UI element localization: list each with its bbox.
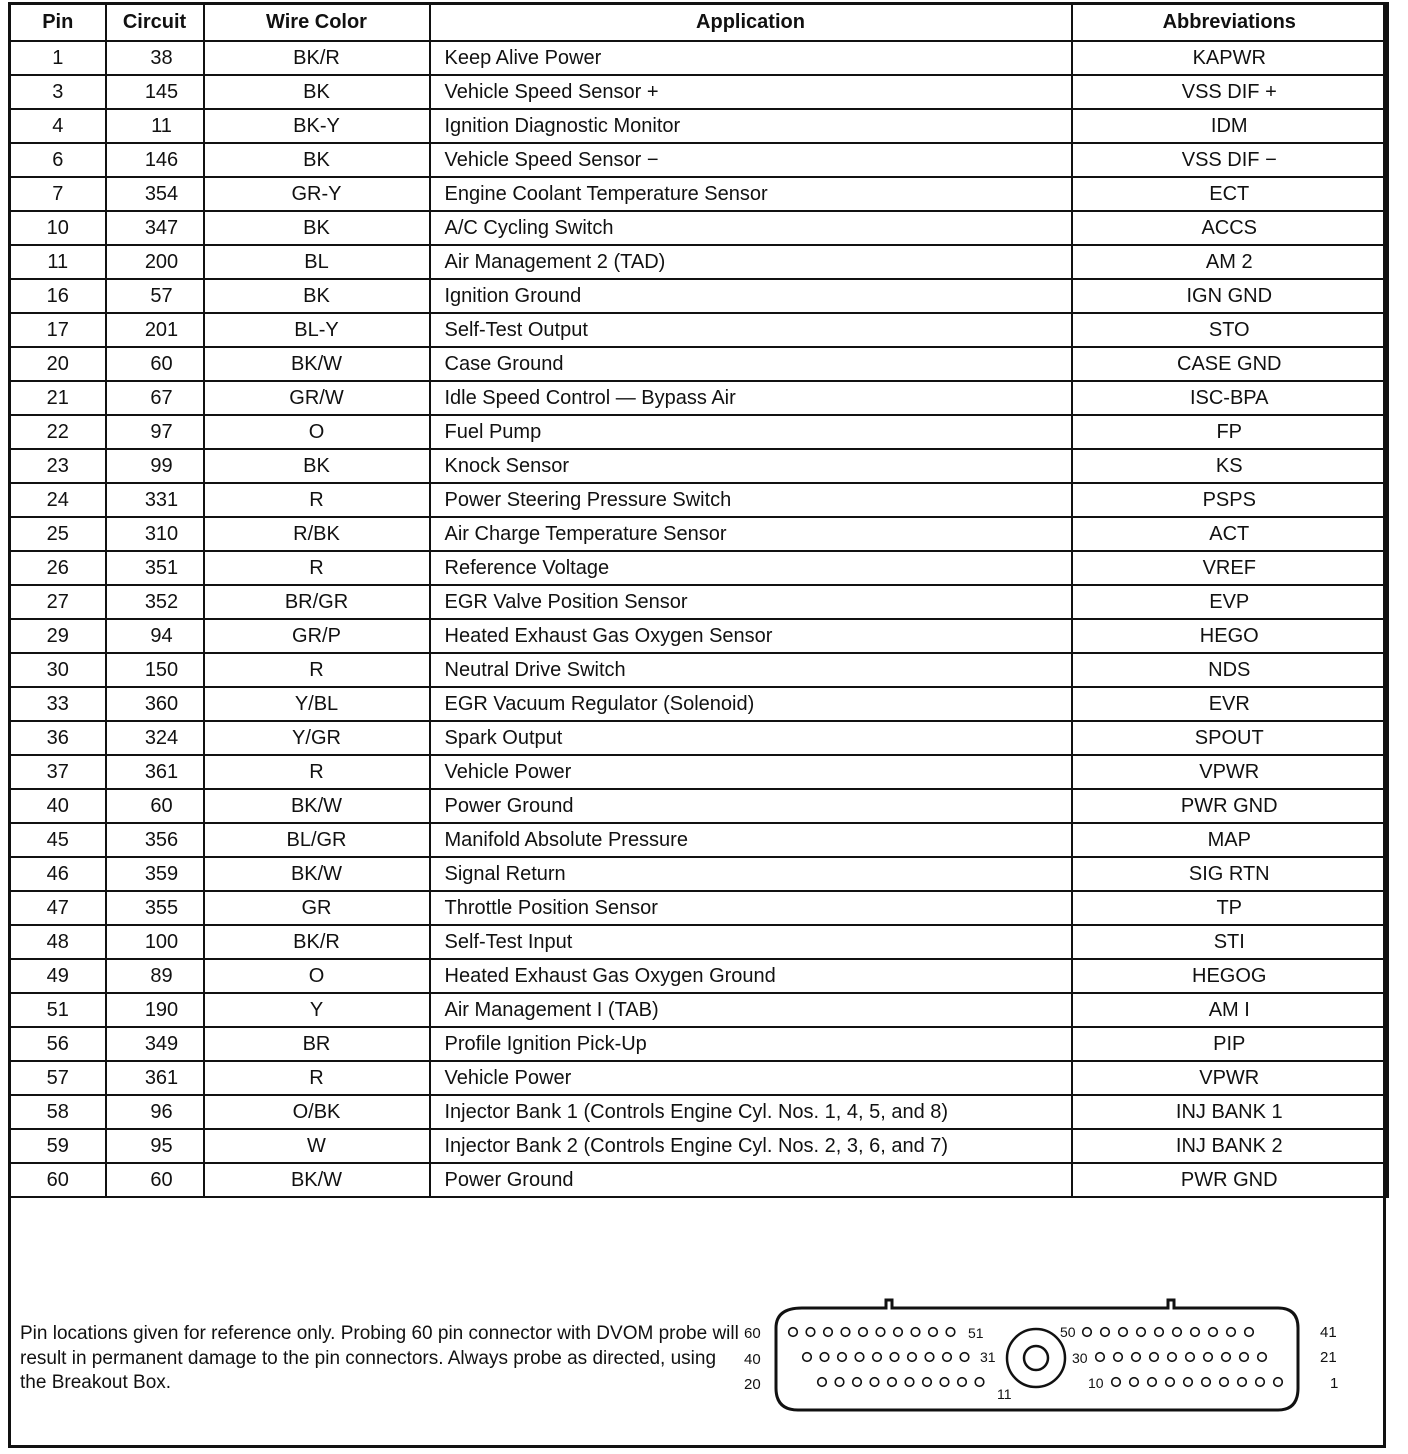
wire-color-cell: BK	[204, 279, 430, 313]
table-row	[10, 245, 1388, 279]
label-pin-21: 21	[1320, 1349, 1337, 1366]
footnote: Pin locations given for reference only. Probing 60 pin connector with DVOM probe will result in permanent damage to the pin connectors. Always probe as directed, using the Breakout Box.	[20, 1323, 739, 1393]
pin-cell: 25	[10, 517, 106, 551]
pin-hole	[1114, 1353, 1123, 1362]
pin-hole	[1258, 1353, 1267, 1362]
abbreviation-cell: CASE GND	[1072, 347, 1388, 381]
application-cell: Injector Bank 2 (Controls Engine Cyl. Nos. 2, 3, 6, and 7)	[430, 1129, 1072, 1163]
table-row	[10, 483, 1388, 517]
circuit-cell: 324	[106, 721, 204, 755]
label-pin-30: 30	[1072, 1350, 1088, 1366]
header-pin: Pin	[10, 4, 106, 41]
application-cell: Vehicle Power	[430, 755, 1072, 789]
label-pin-40: 40	[744, 1351, 761, 1368]
circuit-cell: 60	[106, 1163, 204, 1197]
circuit-cell: 200	[106, 245, 204, 279]
table-row	[10, 1061, 1388, 1095]
pin-hole	[1238, 1378, 1247, 1387]
wire-color-cell: W	[204, 1129, 430, 1163]
circuit-cell: 94	[106, 619, 204, 653]
circuit-cell: 347	[106, 211, 204, 245]
table-row	[10, 687, 1388, 721]
pin-hole	[943, 1353, 952, 1362]
pin-hole	[1274, 1378, 1283, 1387]
pin-hole	[803, 1353, 812, 1362]
circuit-cell: 331	[106, 483, 204, 517]
pin-cell: 47	[10, 891, 106, 925]
wire-color-cell: BK	[204, 211, 430, 245]
table-row	[10, 721, 1388, 755]
abbreviation-cell: ACCS	[1072, 211, 1388, 245]
circuit-cell: 96	[106, 1095, 204, 1129]
pin-hole	[855, 1353, 864, 1362]
circuit-cell: 97	[106, 415, 204, 449]
pin-hole	[835, 1378, 844, 1387]
abbreviation-cell: ISC-BPA	[1072, 381, 1388, 415]
circuit-cell: 38	[106, 41, 204, 75]
application-cell: Self-Test Output	[430, 313, 1072, 347]
abbreviation-cell: VSS DIF −	[1072, 143, 1388, 177]
wire-color-cell: BK/W	[204, 347, 430, 381]
wire-color-cell: R	[204, 551, 430, 585]
application-cell: Power Ground	[430, 789, 1072, 823]
pin-hole	[1101, 1328, 1110, 1337]
wire-color-cell: BL/GR	[204, 823, 430, 857]
table-row	[10, 177, 1388, 211]
pin-cell: 48	[10, 925, 106, 959]
pin-hole	[1245, 1328, 1254, 1337]
pin-hole	[1132, 1353, 1141, 1362]
abbreviation-cell: AM I	[1072, 993, 1388, 1027]
header-application: Application	[430, 4, 1072, 41]
wire-color-cell: GR/W	[204, 381, 430, 415]
label-pin-51: 51	[968, 1325, 984, 1341]
pin-hole	[820, 1353, 829, 1362]
application-cell: Power Ground	[430, 1163, 1072, 1197]
table-header-row	[10, 4, 1388, 41]
application-cell: Profile Ignition Pick-Up	[430, 1027, 1072, 1061]
table-row	[10, 211, 1388, 245]
pin-cell: 27	[10, 585, 106, 619]
pin-holes	[789, 1328, 1283, 1387]
table-row	[10, 891, 1388, 925]
pin-cell: 57	[10, 1061, 106, 1095]
circuit-cell: 100	[106, 925, 204, 959]
circuit-cell: 349	[106, 1027, 204, 1061]
circuit-cell: 310	[106, 517, 204, 551]
application-cell: Knock Sensor	[430, 449, 1072, 483]
application-cell: Fuel Pump	[430, 415, 1072, 449]
abbreviation-cell: STO	[1072, 313, 1388, 347]
application-cell: Keep Alive Power	[430, 41, 1072, 75]
wire-color-cell: R	[204, 1061, 430, 1095]
abbreviation-cell: KAPWR	[1072, 41, 1388, 75]
abbreviation-cell: VPWR	[1072, 755, 1388, 789]
application-cell: Manifold Absolute Pressure	[430, 823, 1072, 857]
pin-hole	[1240, 1353, 1249, 1362]
header-wire-color: Wire Color	[204, 4, 430, 41]
table-row	[10, 619, 1388, 653]
pin-hole	[1096, 1353, 1105, 1362]
pin-hole	[960, 1353, 969, 1362]
pin-cell: 21	[10, 381, 106, 415]
pin-hole	[1150, 1353, 1159, 1362]
circuit-cell: 361	[106, 755, 204, 789]
wire-color-cell: O	[204, 959, 430, 993]
pin-hole	[958, 1378, 967, 1387]
wire-color-cell: BR	[204, 1027, 430, 1061]
application-cell: Power Steering Pressure Switch	[430, 483, 1072, 517]
pin-cell: 6	[10, 143, 106, 177]
abbreviation-cell: ACT	[1072, 517, 1388, 551]
pin-cell: 56	[10, 1027, 106, 1061]
abbreviation-cell: SPOUT	[1072, 721, 1388, 755]
table-row	[10, 279, 1388, 313]
table-row	[10, 449, 1388, 483]
wire-color-cell: GR	[204, 891, 430, 925]
wire-color-cell: R	[204, 483, 430, 517]
abbreviation-cell: AM 2	[1072, 245, 1388, 279]
pin-cell: 36	[10, 721, 106, 755]
pin-hole	[841, 1328, 850, 1337]
abbreviation-cell: ECT	[1072, 177, 1388, 211]
application-cell: Idle Speed Control — Bypass Air	[430, 381, 1072, 415]
abbreviation-cell: EVP	[1072, 585, 1388, 619]
wire-color-cell: Y	[204, 993, 430, 1027]
wire-color-cell: BL	[204, 245, 430, 279]
pin-hole	[1202, 1378, 1211, 1387]
pin-hole	[1166, 1378, 1175, 1387]
pin-cell: 37	[10, 755, 106, 789]
header-abbreviations: Abbreviations	[1072, 4, 1388, 41]
header-circuit: Circuit	[106, 4, 204, 41]
wire-color-cell: BK/W	[204, 1163, 430, 1197]
table-row	[10, 823, 1388, 857]
application-cell: Ignition Diagnostic Monitor	[430, 109, 1072, 143]
pin-hole	[929, 1328, 938, 1337]
application-cell: Vehicle Speed Sensor +	[430, 75, 1072, 109]
abbreviation-cell: PWR GND	[1072, 1163, 1388, 1197]
application-cell: Throttle Position Sensor	[430, 891, 1072, 925]
table-row	[10, 143, 1388, 177]
pin-cell: 10	[10, 211, 106, 245]
table-row	[10, 109, 1388, 143]
pin-cell: 33	[10, 687, 106, 721]
table-row	[10, 1095, 1388, 1129]
abbreviation-cell: NDS	[1072, 653, 1388, 687]
abbreviation-cell: IDM	[1072, 109, 1388, 143]
application-cell: EGR Vacuum Regulator (Solenoid)	[430, 687, 1072, 721]
pin-hole	[908, 1353, 917, 1362]
pin-hole	[946, 1328, 955, 1337]
pin-hole	[1112, 1378, 1121, 1387]
application-cell: Spark Output	[430, 721, 1072, 755]
table-row	[10, 551, 1388, 585]
label-pin-20: 20	[744, 1376, 761, 1393]
pin-hole	[1256, 1378, 1265, 1387]
abbreviation-cell: VPWR	[1072, 1061, 1388, 1095]
pin-hole	[1119, 1328, 1128, 1337]
wire-color-cell: BK/W	[204, 789, 430, 823]
circuit-cell: 60	[106, 347, 204, 381]
connector-outline	[776, 1300, 1298, 1410]
pin-table	[8, 2, 1389, 1198]
pin-hole	[838, 1353, 847, 1362]
connector-center-ring-inner	[1024, 1346, 1048, 1370]
pin-hole	[1130, 1378, 1139, 1387]
wire-color-cell: O	[204, 415, 430, 449]
pin-hole	[925, 1353, 934, 1362]
wire-color-cell: BK	[204, 75, 430, 109]
circuit-cell: 11	[106, 109, 204, 143]
wire-color-cell: BK	[204, 449, 430, 483]
circuit-cell: 57	[106, 279, 204, 313]
wire-color-cell: BL-Y	[204, 313, 430, 347]
pin-hole	[1191, 1328, 1200, 1337]
application-cell: Heated Exhaust Gas Oxygen Ground	[430, 959, 1072, 993]
wire-color-cell: GR/P	[204, 619, 430, 653]
pin-hole	[870, 1378, 879, 1387]
pin-hole	[1227, 1328, 1236, 1337]
table-row	[10, 925, 1388, 959]
table-row	[10, 755, 1388, 789]
table-row	[10, 993, 1388, 1027]
table-row	[10, 857, 1388, 891]
pin-cell: 58	[10, 1095, 106, 1129]
pin-rows	[10, 41, 1388, 1197]
pin-hole	[975, 1378, 984, 1387]
pin-cell: 24	[10, 483, 106, 517]
application-cell: Case Ground	[430, 347, 1072, 381]
pin-cell: 59	[10, 1129, 106, 1163]
pin-hole	[1186, 1353, 1195, 1362]
label-pin-11: 11	[997, 1386, 1012, 1402]
pin-hole	[1083, 1328, 1092, 1337]
wire-color-cell: R	[204, 653, 430, 687]
circuit-cell: 150	[106, 653, 204, 687]
circuit-cell: 99	[106, 449, 204, 483]
pin-cell: 17	[10, 313, 106, 347]
table-row	[10, 585, 1388, 619]
pin-hole	[888, 1378, 897, 1387]
wire-color-cell: BK	[204, 143, 430, 177]
pin-hole	[1222, 1353, 1231, 1362]
circuit-cell: 190	[106, 993, 204, 1027]
abbreviation-cell: PWR GND	[1072, 789, 1388, 823]
pin-hole	[894, 1328, 903, 1337]
pin-cell: 20	[10, 347, 106, 381]
pin-cell: 60	[10, 1163, 106, 1197]
pin-cell: 51	[10, 993, 106, 1027]
wire-color-cell: O/BK	[204, 1095, 430, 1129]
circuit-cell: 89	[106, 959, 204, 993]
abbreviation-cell: INJ BANK 2	[1072, 1129, 1388, 1163]
table-row	[10, 959, 1388, 993]
pin-hole	[1204, 1353, 1213, 1362]
wire-color-cell: Y/GR	[204, 721, 430, 755]
table-row	[10, 789, 1388, 823]
pin-hole	[911, 1328, 920, 1337]
pin-hole	[876, 1328, 885, 1337]
abbreviation-cell: VSS DIF +	[1072, 75, 1388, 109]
table-row	[10, 313, 1388, 347]
application-cell: Air Management I (TAB)	[430, 993, 1072, 1027]
circuit-cell: 95	[106, 1129, 204, 1163]
circuit-cell: 356	[106, 823, 204, 857]
pin-hole	[1209, 1328, 1218, 1337]
abbreviation-cell: KS	[1072, 449, 1388, 483]
pin-hole	[853, 1378, 862, 1387]
label-pin-31: 31	[980, 1349, 996, 1365]
wire-color-cell: BK/W	[204, 857, 430, 891]
circuit-cell: 67	[106, 381, 204, 415]
application-cell: Signal Return	[430, 857, 1072, 891]
circuit-cell: 351	[106, 551, 204, 585]
circuit-cell: 361	[106, 1061, 204, 1095]
label-pin-1: 1	[1330, 1375, 1339, 1392]
abbreviation-cell: INJ BANK 1	[1072, 1095, 1388, 1129]
abbreviation-cell: PSPS	[1072, 483, 1388, 517]
pin-hole	[806, 1328, 815, 1337]
wire-color-cell: Y/BL	[204, 687, 430, 721]
pin-hole	[1173, 1328, 1182, 1337]
table-row	[10, 653, 1388, 687]
abbreviation-cell: SIG RTN	[1072, 857, 1388, 891]
wire-color-cell: BK-Y	[204, 109, 430, 143]
pin-cell: 46	[10, 857, 106, 891]
pin-hole	[818, 1378, 827, 1387]
pin-cell: 22	[10, 415, 106, 449]
pin-hole	[1168, 1353, 1177, 1362]
pin-cell: 49	[10, 959, 106, 993]
circuit-cell: 146	[106, 143, 204, 177]
label-pin-10: 10	[1088, 1375, 1104, 1391]
label-pin-60: 60	[744, 1325, 761, 1342]
abbreviation-cell: HEGOG	[1072, 959, 1388, 993]
table-row	[10, 1027, 1388, 1061]
application-cell: Reference Voltage	[430, 551, 1072, 585]
pin-hole	[1137, 1328, 1146, 1337]
label-pin-50: 50	[1060, 1324, 1076, 1340]
table-row	[10, 1163, 1388, 1197]
circuit-cell: 352	[106, 585, 204, 619]
wire-color-cell: GR-Y	[204, 177, 430, 211]
pin-cell: 1	[10, 41, 106, 75]
abbreviation-cell: PIP	[1072, 1027, 1388, 1061]
abbreviation-cell: MAP	[1072, 823, 1388, 857]
application-cell: Air Charge Temperature Sensor	[430, 517, 1072, 551]
application-cell: Vehicle Speed Sensor −	[430, 143, 1072, 177]
label-pin-41: 41	[1320, 1324, 1337, 1341]
circuit-cell: 354	[106, 177, 204, 211]
wire-color-cell: BR/GR	[204, 585, 430, 619]
abbreviation-cell: IGN GND	[1072, 279, 1388, 313]
pin-cell: 11	[10, 245, 106, 279]
application-cell: Ignition Ground	[430, 279, 1072, 313]
application-cell: Self-Test Input	[430, 925, 1072, 959]
pin-hole	[873, 1353, 882, 1362]
circuit-cell: 145	[106, 75, 204, 109]
pin-hole	[1148, 1378, 1157, 1387]
application-cell: Heated Exhaust Gas Oxygen Sensor	[430, 619, 1072, 653]
circuit-cell: 360	[106, 687, 204, 721]
application-cell: Injector Bank 1 (Controls Engine Cyl. Nos. 1, 4, 5, and 8)	[430, 1095, 1072, 1129]
abbreviation-cell: VREF	[1072, 551, 1388, 585]
pin-hole	[1184, 1378, 1193, 1387]
pin-cell: 40	[10, 789, 106, 823]
pin-hole	[789, 1328, 798, 1337]
pin-cell: 3	[10, 75, 106, 109]
application-cell: Engine Coolant Temperature Sensor	[430, 177, 1072, 211]
application-cell: Vehicle Power	[430, 1061, 1072, 1095]
table-row	[10, 415, 1388, 449]
wire-color-cell: R	[204, 755, 430, 789]
application-cell: EGR Valve Position Sensor	[430, 585, 1072, 619]
application-cell: A/C Cycling Switch	[430, 211, 1072, 245]
pin-hole	[1155, 1328, 1164, 1337]
wire-color-cell: BK/R	[204, 925, 430, 959]
pin-cell: 23	[10, 449, 106, 483]
circuit-cell: 355	[106, 891, 204, 925]
circuit-cell: 60	[106, 789, 204, 823]
pin-hole	[1220, 1378, 1229, 1387]
pin-cell: 7	[10, 177, 106, 211]
connector-diagram	[740, 1296, 1360, 1420]
abbreviation-cell: FP	[1072, 415, 1388, 449]
abbreviation-cell: HEGO	[1072, 619, 1388, 653]
wire-color-cell: R/BK	[204, 517, 430, 551]
table-row	[10, 517, 1388, 551]
pin-hole	[824, 1328, 833, 1337]
pin-cell: 29	[10, 619, 106, 653]
connector-center-ring-outer	[1007, 1329, 1065, 1387]
pin-hole	[940, 1378, 949, 1387]
pin-cell: 4	[10, 109, 106, 143]
pin-hole	[890, 1353, 899, 1362]
application-cell: Air Management 2 (TAD)	[430, 245, 1072, 279]
circuit-cell: 359	[106, 857, 204, 891]
table-row	[10, 381, 1388, 415]
table-row	[10, 75, 1388, 109]
circuit-cell: 201	[106, 313, 204, 347]
table-row	[10, 1129, 1388, 1163]
pin-hole	[859, 1328, 868, 1337]
abbreviation-cell: TP	[1072, 891, 1388, 925]
pin-cell: 26	[10, 551, 106, 585]
wire-color-cell: BK/R	[204, 41, 430, 75]
pin-cell: 30	[10, 653, 106, 687]
abbreviation-cell: EVR	[1072, 687, 1388, 721]
pin-cell: 16	[10, 279, 106, 313]
application-cell: Neutral Drive Switch	[430, 653, 1072, 687]
table-row	[10, 41, 1388, 75]
table-row	[10, 347, 1388, 381]
pin-cell: 45	[10, 823, 106, 857]
pin-hole	[923, 1378, 932, 1387]
pin-hole	[905, 1378, 914, 1387]
abbreviation-cell: STI	[1072, 925, 1388, 959]
